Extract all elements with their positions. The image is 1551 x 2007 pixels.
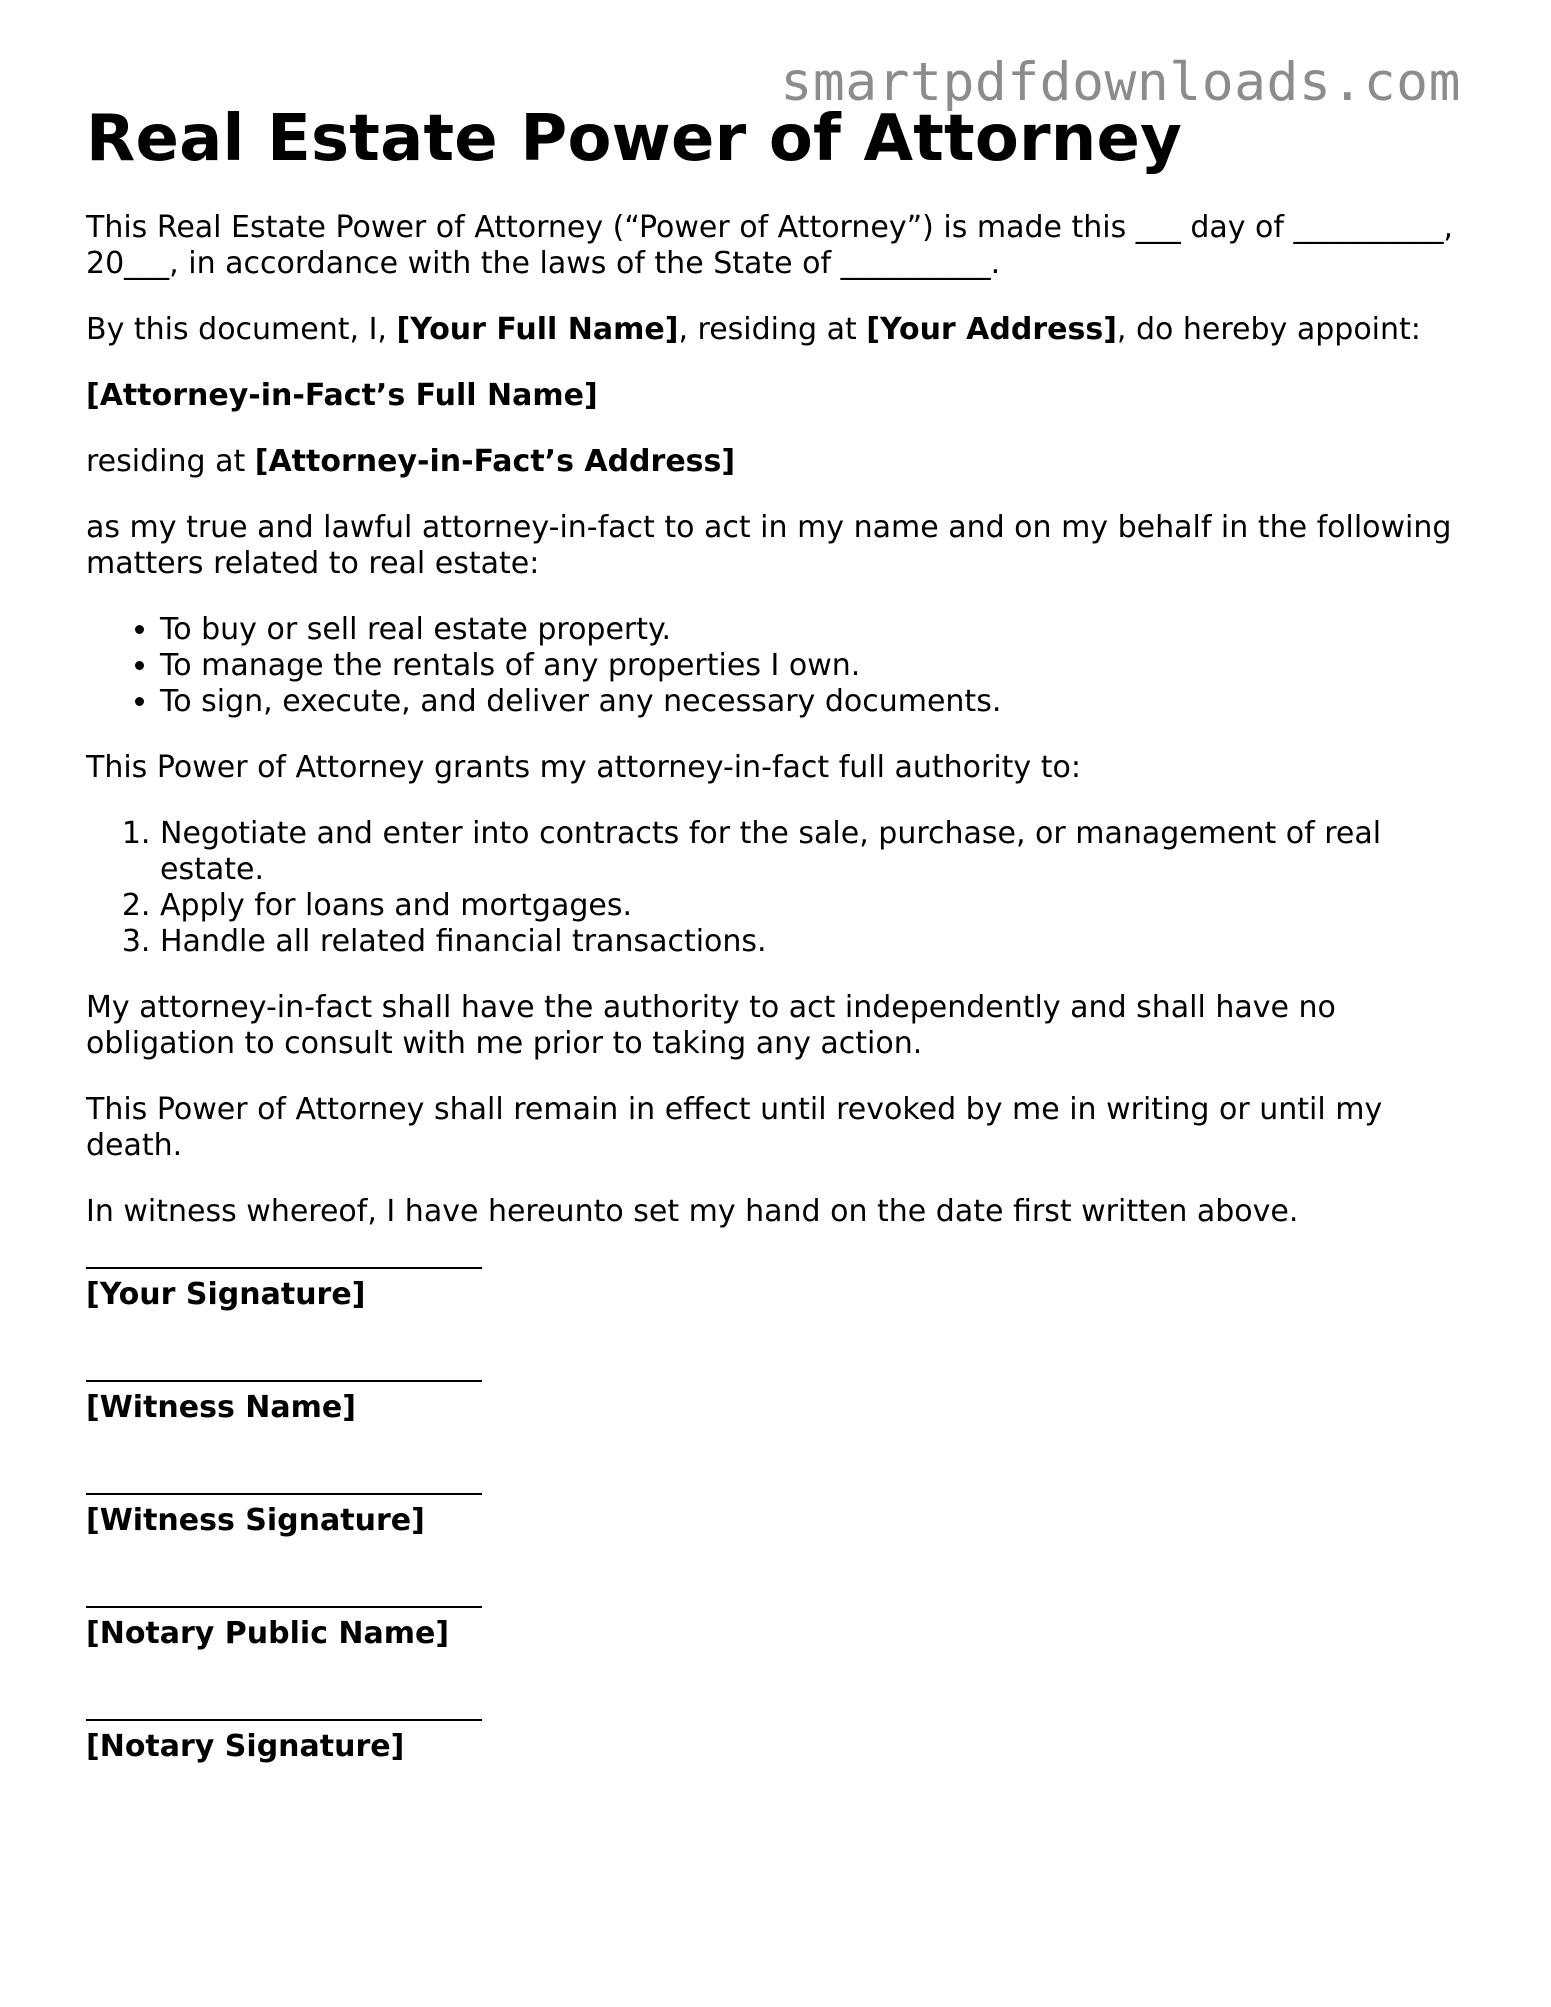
- matters-list: [86, 612, 1486, 720]
- list-item: • To sign, execute, and deliver any necessary documents.: [160, 684, 1486, 720]
- signature-line: [86, 1266, 482, 1269]
- signature-notary-name: [86, 1605, 1486, 1652]
- signature-label: [Witness Name]: [86, 1390, 356, 1426]
- signature-your: [86, 1266, 1486, 1313]
- appoint-prefix: By this document, I,: [86, 312, 397, 348]
- document-page: [86, 104, 1486, 1831]
- attorney-name-placeholder: [Attorney-in-Fact’s Full Name]: [86, 378, 598, 414]
- list-item: • To manage the rentals of any properties I own.: [160, 648, 1486, 684]
- signature-line: [86, 1605, 482, 1608]
- list-item: 2. Apply for loans and mortgages.: [160, 888, 1486, 924]
- list-item: 3. Handle all related financial transactions.: [160, 924, 1486, 960]
- watermark: smartpdfdownloads.com: [780, 52, 1461, 113]
- matters-intro: as my true and lawful attorney-in-fact to act in my name and on my behalf in the following matters related to real estate:: [86, 510, 1452, 582]
- signature-label: [Your Signature]: [86, 1277, 366, 1313]
- signature-witness: [86, 1492, 1486, 1539]
- signature-block: [86, 1266, 1486, 1765]
- signature-notary: [86, 1718, 1486, 1765]
- list-item: 1. Negotiate and enter into contracts for the sale, purchase, or management of real estate.: [160, 816, 1486, 888]
- attorney-address-paragraph: [86, 444, 1486, 480]
- appoint-middle: , residing at: [678, 312, 867, 348]
- principal-address-placeholder: [Your Address]: [866, 312, 1117, 348]
- authority-intro: This Power of Attorney grants my attorney-in-fact full authority to:: [86, 750, 1081, 786]
- independence-paragraph: My attorney-in-fact shall have the authority to act independently and shall have no obligation to consult with me prior to taking any action.: [86, 990, 1336, 1062]
- appoint-suffix: , do hereby appoint:: [1116, 312, 1421, 348]
- signature-witness-name: [86, 1379, 1486, 1426]
- intro-paragraph: This Real Estate Power of Attorney (“Power of Attorney”) is made this ___ day of __________, 20___, in accordance with the laws of the State of __________.: [86, 210, 1454, 282]
- list-item: • To buy or sell real estate property.: [160, 612, 1486, 648]
- attorney-address-placeholder: [Attorney-in-Fact’s Address]: [254, 444, 736, 480]
- duration-paragraph: This Power of Attorney shall remain in effect until revoked by me in writing or until my death.: [86, 1092, 1383, 1164]
- attorney-residing-prefix: residing at: [86, 444, 255, 480]
- document-title: Real Estate Power of Attorney: [86, 102, 1183, 176]
- attorney-name-paragraph: [86, 378, 1486, 414]
- principal-name-placeholder: [Your Full Name]: [396, 312, 679, 348]
- signature-label: [Witness Signature]: [86, 1503, 425, 1539]
- signature-line: [86, 1379, 482, 1382]
- signature-line: [86, 1718, 482, 1721]
- appoint-paragraph: [86, 312, 1486, 348]
- authorities-list: [86, 816, 1486, 960]
- signature-label: [Notary Signature]: [86, 1729, 405, 1765]
- signature-label: [Notary Public Name]: [86, 1616, 450, 1652]
- signature-line: [86, 1492, 482, 1495]
- witness-clause: In witness whereof, I have hereunto set my hand on the date first written above.: [86, 1194, 1299, 1230]
